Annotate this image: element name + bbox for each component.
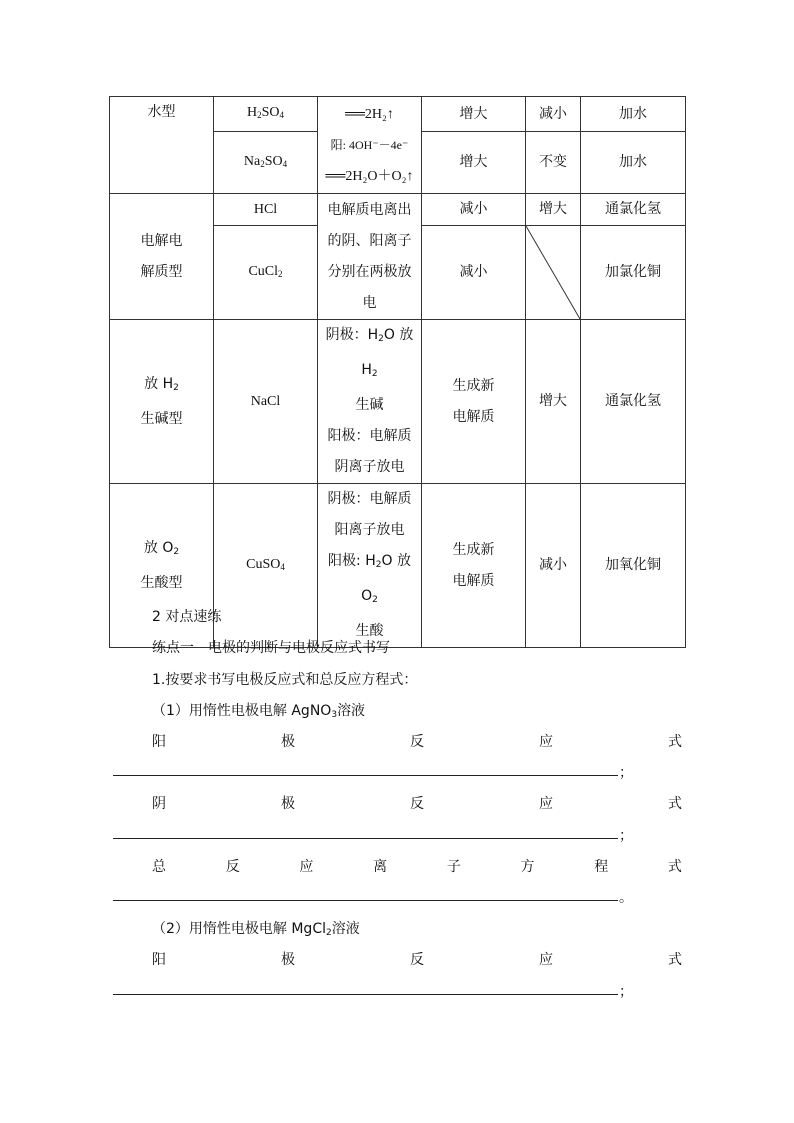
total-char: 程	[594, 859, 609, 875]
cucl2-a: CuCl	[248, 263, 279, 279]
anode-char: 阳	[152, 734, 166, 750]
cucl2-cell	[214, 226, 318, 320]
o2-conc-cell	[422, 484, 526, 648]
na2so4-cell	[214, 132, 318, 194]
h2-conc-1: 生成新	[452, 377, 495, 394]
o2-note-a: 阴极：电解质	[327, 491, 412, 507]
total-label-row	[152, 856, 682, 876]
cathode-label-row	[152, 793, 682, 813]
o2-type-b: 2	[173, 546, 180, 557]
hcl-ph: 增大	[526, 194, 581, 226]
section-heading: 2 对点速练	[152, 609, 222, 625]
h2-note-d: 2	[371, 369, 378, 379]
na2so4-a: Na	[243, 153, 261, 169]
cathode-char: 阴	[152, 796, 166, 812]
practice-point: 练点一 电极的判断与电极反应式书写	[152, 640, 390, 656]
o2-note-b: 阳离子放电	[334, 522, 405, 538]
h2so4-restore: 加水	[581, 97, 686, 132]
h2-type-a: 放 H	[144, 375, 174, 392]
h2so4-b: 2	[257, 110, 262, 120]
cathode-char: 极	[281, 796, 295, 812]
o2-note-d: 2	[375, 560, 382, 570]
cuso4-b: 4	[280, 561, 285, 572]
anode2-char: 阳	[152, 952, 166, 968]
water-eq-2: 阳: 4OH⁻－4e⁻	[330, 137, 409, 152]
o2-type-a: 放 O	[143, 539, 174, 556]
electrolyte-type-2: 解质型	[140, 263, 183, 280]
water-eq-1: ══2H₂↑	[345, 106, 394, 122]
total-char: 总	[152, 859, 166, 875]
diagonal-cell	[526, 226, 581, 320]
total-char: 子	[446, 859, 461, 875]
water-equation-cell	[318, 97, 422, 194]
cucl2-conc: 减小	[422, 226, 526, 320]
electrolyte-note-4: 电	[362, 294, 377, 311]
h2-note-cell	[318, 320, 422, 484]
na2so4-ph: 增大	[422, 132, 526, 194]
anode2-char: 极	[281, 952, 295, 968]
anode-char: 应	[539, 734, 553, 750]
anode-char: 反	[410, 734, 424, 750]
q1-2-sub: 2	[326, 928, 332, 938]
answer-line-anode2[interactable]	[113, 994, 618, 995]
q1-1-sub: 3	[331, 710, 338, 720]
total-char: 方	[520, 859, 535, 875]
electrolyte-note-cell	[318, 194, 422, 320]
h2so4-d: 4	[279, 110, 285, 120]
semicolon: ；	[619, 984, 633, 1000]
hcl-conc: 减小	[422, 194, 526, 226]
anode-label-row	[152, 731, 682, 751]
nacl-cell: NaCl	[214, 320, 318, 484]
electrolyte-note-2: 的阴、阳离子	[327, 232, 412, 249]
cuso4-a: CuSO	[246, 556, 281, 572]
cucl2-b: 2	[278, 268, 283, 279]
water-type-label: 水型	[147, 104, 176, 120]
water-type-cell	[110, 97, 214, 194]
anode2-label-row	[152, 949, 682, 969]
h2-note-a: 阴极：H	[325, 327, 379, 343]
h2-note-b: 2	[378, 334, 384, 344]
answer-line-cathode[interactable]	[113, 838, 618, 839]
electrolysis-table	[109, 96, 686, 648]
h2-note-e: 生碱	[355, 397, 384, 413]
h2so4-cell	[214, 97, 318, 132]
o2-note-g: 生酸	[355, 623, 384, 639]
question-1: 1.按要求书写电极反应式和总反应方程式：	[152, 672, 418, 688]
cucl2-restore: 加氯化铜	[581, 226, 686, 320]
total-char: 离	[373, 859, 388, 875]
answer-line-total[interactable]	[113, 900, 618, 901]
answer-line-anode[interactable]	[113, 775, 618, 776]
o2-note-cell	[318, 484, 422, 648]
total-char: 应	[299, 859, 314, 875]
h2so4-c: SO	[261, 105, 280, 120]
cathode-char: 式	[668, 796, 682, 812]
h2-restore: 通氯化氢	[581, 320, 686, 484]
h2so4-ph: 增大	[422, 97, 526, 132]
anode2-char: 应	[539, 952, 553, 968]
question-1-2	[152, 918, 360, 938]
anode-char: 极	[281, 734, 295, 750]
o2-type-c: 生酸型	[140, 574, 183, 591]
q1-2-prefix: （2）用惰性电极电解 MgCl	[152, 921, 326, 937]
cathode-char: 反	[410, 796, 424, 812]
period: 。	[619, 890, 633, 906]
anode-char: 式	[668, 734, 682, 750]
q1-1-prefix: （1）用惰性电极电解 AgNO	[152, 703, 332, 719]
semicolon: ；	[619, 765, 633, 781]
h2-type-b: 2	[173, 382, 179, 393]
diagonal-line	[526, 226, 580, 319]
na2so4-restore: 加水	[581, 132, 686, 194]
electrolyte-note-3: 分别在两极放	[327, 263, 412, 280]
h2-type-cell	[110, 320, 214, 484]
na2so4-c: SO	[264, 153, 283, 169]
h2-conc-cell	[422, 320, 526, 484]
h2-ph: 增大	[526, 320, 581, 484]
electrolyte-type-1: 电解电	[140, 232, 183, 249]
h2-note-c: O 放 H	[361, 327, 414, 378]
cuso4-cell	[214, 484, 318, 648]
h2-note-f: 阳极：电解质	[327, 428, 412, 444]
hcl-cell: HCl	[214, 194, 318, 226]
electrolyte-type-cell	[110, 194, 214, 320]
cathode-char: 应	[539, 796, 553, 812]
o2-note-c: 阳极: H	[328, 553, 376, 569]
o2-conc-2: 电解质	[452, 572, 495, 589]
na2so4-conc: 不变	[526, 132, 581, 194]
na2so4-d: 4	[282, 158, 288, 169]
anode2-char: 反	[410, 952, 424, 968]
o2-note-f: 2	[372, 595, 378, 605]
o2-conc-1: 生成新	[452, 541, 495, 558]
h2so4-a: H	[246, 105, 258, 120]
h2-type-c: 生碱型	[140, 410, 183, 427]
na2so4-b: 2	[260, 158, 265, 169]
h2-note-g: 阴离子放电	[334, 459, 405, 475]
anode2-char: 式	[668, 952, 682, 968]
water-eq-3: ══2H₂O＋O₂↑	[325, 168, 414, 184]
o2-restore: 加氧化铜	[581, 484, 686, 648]
total-char: 式	[667, 859, 682, 875]
question-1-1	[152, 700, 365, 720]
q1-2-suffix: 溶液	[331, 921, 360, 937]
h2-conc-2: 电解质	[452, 408, 495, 425]
hcl-restore: 通氯化氢	[581, 194, 686, 226]
o2-note-e: O 放 O	[361, 553, 411, 604]
semicolon: ；	[619, 828, 633, 844]
h2so4-conc: 减小	[526, 97, 581, 132]
total-char: 反	[225, 859, 240, 875]
o2-ph: 减小	[526, 484, 581, 648]
q1-1-suffix: 溶液	[337, 703, 366, 719]
electrolyte-note-1: 电解质电离出	[327, 201, 412, 218]
